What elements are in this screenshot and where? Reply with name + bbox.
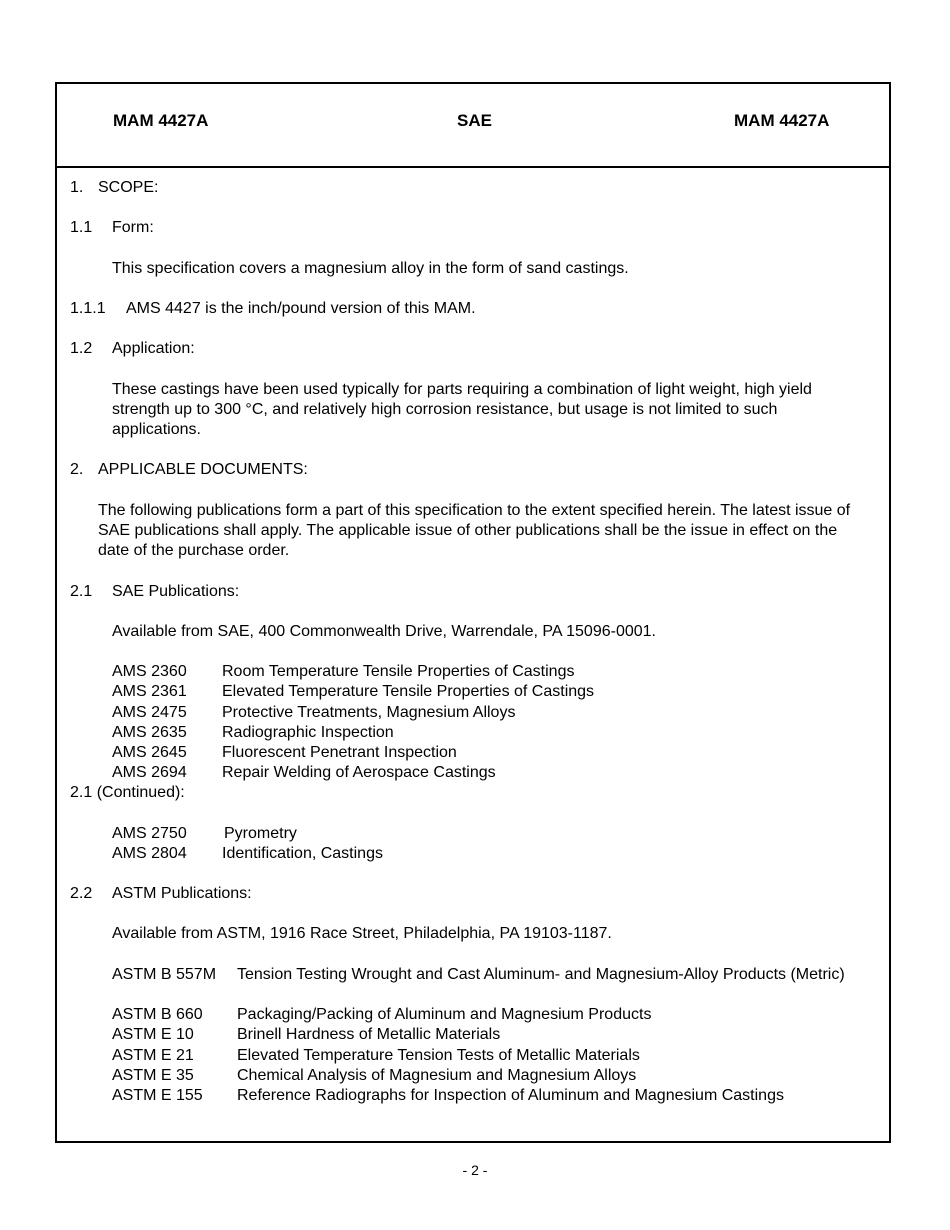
section-1-1-1-number: 1.1.1 (70, 300, 106, 317)
reference-code: AMS 2361 (112, 683, 187, 700)
section-1-1-title: Form: (112, 219, 154, 236)
reference-code: ASTM E 155 (112, 1087, 203, 1104)
reference-code: AMS 2694 (112, 764, 187, 781)
reference-title: Reference Radiographs for Inspection of Aluminum and Magnesium Castings (237, 1087, 784, 1104)
section-2-1-continued: 2.1 (Continued): (70, 784, 185, 801)
reference-title: Elevated Temperature Tensile Properties of Castings (222, 683, 595, 700)
section-1-1-1-text: AMS 4427 is the inch/pound version of this MAM. (126, 300, 476, 317)
reference-title: Pyrometry (224, 825, 297, 842)
reference-code: ASTM E 35 (112, 1067, 194, 1084)
reference-title: Brinell Hardness of Metallic Materials (237, 1026, 501, 1043)
header-right-code: MAM 4427A (734, 111, 830, 130)
section-1-2-text: These castings have been used typically for parts requiring a combination of light weight, high yield strength up to 300 °C, and relatively high corrosion resistance, but usage is not limited to such applications. (112, 381, 812, 438)
section-1-number: 1. (70, 179, 84, 196)
reference-title: Room Temperature Tensile Properties of Castings (222, 663, 575, 680)
reference-code: AMS 2635 (112, 724, 187, 741)
reference-code: AMS 2645 (112, 744, 187, 761)
reference-code: ASTM E 21 (112, 1047, 194, 1064)
reference-title: Elevated Temperature Tension Tests of Metallic Materials (237, 1047, 640, 1064)
document-header (57, 84, 889, 168)
section-2-2-title: ASTM Publications: (112, 885, 252, 902)
section-1-2-number: 1.2 (70, 340, 93, 357)
reference-code: ASTM B 660 (112, 1006, 203, 1023)
reference-code: ASTM E 10 (112, 1026, 194, 1043)
section-2-text: The following publications form a part of this specification to the extent specified herein. The latest issue of SAE publications shall apply. The applicable issue of other publications shall be the issue in effect on the date of the purchase order. (98, 502, 851, 559)
section-1-1-text: This specification covers a magnesium alloy in the form of sand castings. (112, 260, 629, 277)
reference-title: Protective Treatments, Magnesium Alloys (222, 704, 516, 721)
reference-title: Identification, Castings (222, 845, 383, 862)
reference-title: Radiographic Inspection (222, 724, 394, 741)
section-1-2-title: Application: (112, 340, 195, 357)
reference-code: ASTM B 557M (112, 966, 217, 983)
section-2-2-available: Available from ASTM, 1916 Race Street, Philadelphia, PA 19103-1187. (112, 925, 612, 942)
section-2-1-number: 2.1 (70, 583, 93, 600)
reference-code: AMS 2804 (112, 845, 187, 862)
reference-code: AMS 2475 (112, 704, 187, 721)
header-center-org: SAE (457, 111, 492, 130)
header-left-code: MAM 4427A (113, 111, 209, 130)
section-1-title: SCOPE: (98, 179, 159, 196)
section-2-number: 2. (70, 461, 84, 478)
reference-title: Packaging/Packing of Aluminum and Magnesium Products (237, 1006, 652, 1023)
reference-title: Repair Welding of Aerospace Castings (222, 764, 496, 781)
section-2-title: APPLICABLE DOCUMENTS: (98, 461, 308, 478)
reference-title: Fluorescent Penetrant Inspection (222, 744, 457, 761)
reference-code: AMS 2360 (112, 663, 187, 680)
reference-title: Chemical Analysis of Magnesium and Magnesium Alloys (237, 1067, 637, 1084)
section-1-1-number: 1.1 (70, 219, 93, 236)
section-2-1-title: SAE Publications: (112, 583, 240, 600)
section-2-2-number: 2.2 (70, 885, 93, 902)
page-number: - 2 - (462, 1162, 488, 1178)
reference-code: AMS 2750 (112, 825, 187, 842)
section-2-1-available: Available from SAE, 400 Commonwealth Drive, Warrendale, PA 15096-0001. (112, 623, 656, 640)
reference-title: Tension Testing Wrought and Cast Aluminum- and Magnesium-Alloy Products (Metric) (237, 966, 845, 983)
